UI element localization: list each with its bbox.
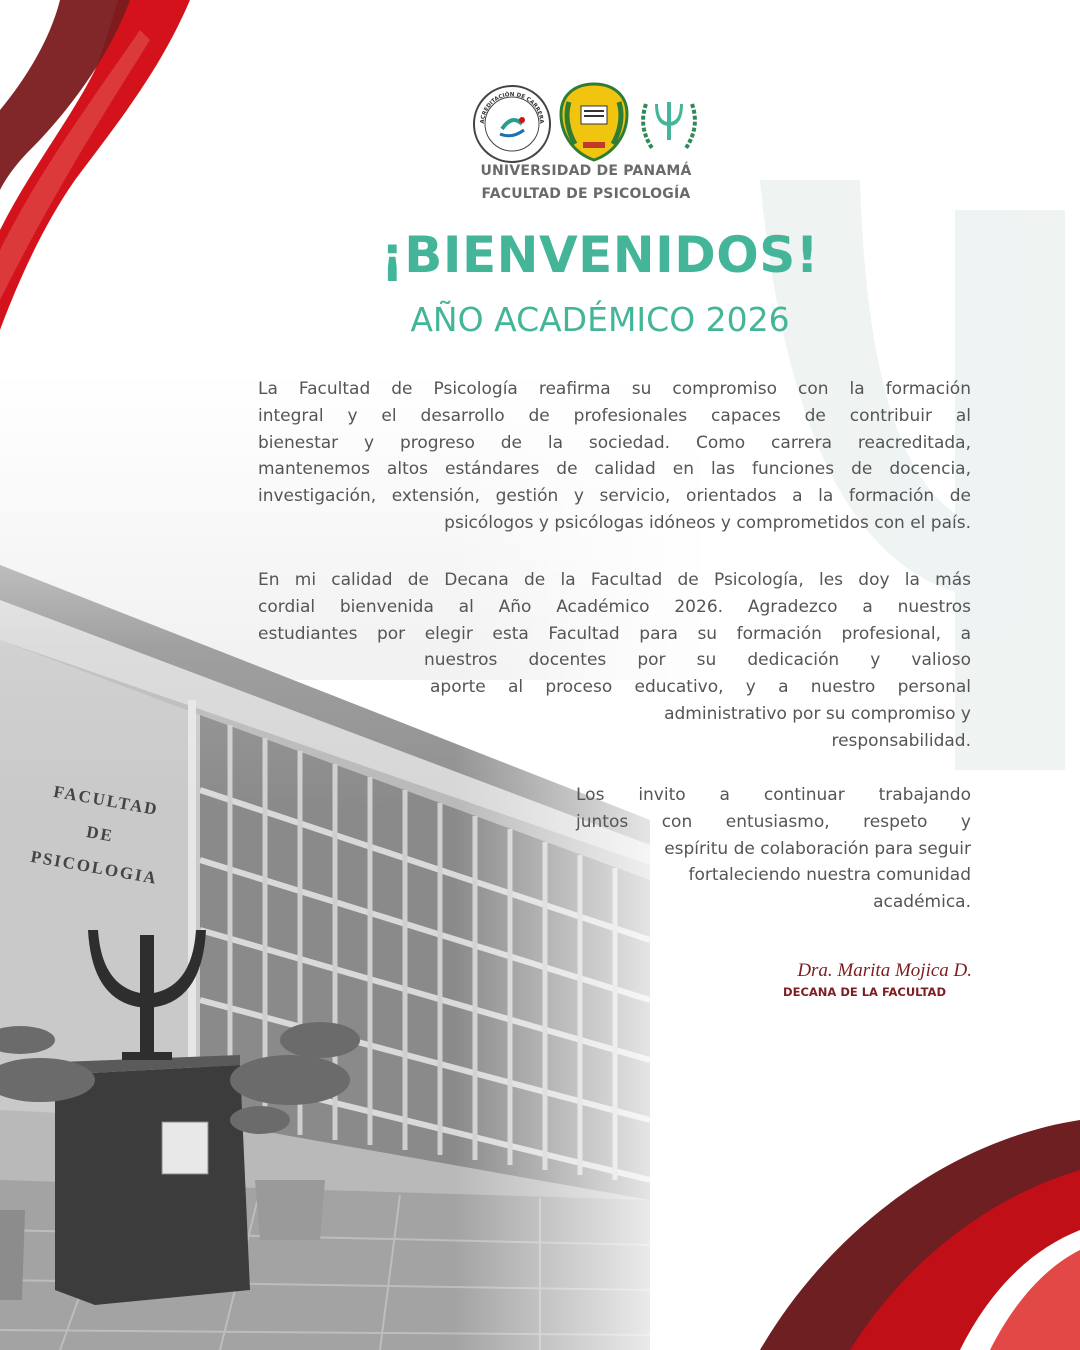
paragraph-2: [258, 567, 971, 755]
paragraph-line: administrativo por su compromiso y: [664, 703, 971, 724]
paragraph-line: cordial bienvenida al Año Académico 2026. Agradezco a nuestros: [258, 596, 971, 617]
paragraph-3: [576, 782, 971, 916]
signature-name: Dra. Marita Mojica D.: [797, 960, 972, 981]
paragraph-line: aporte al proceso educativo, y a nuestro personal: [430, 677, 971, 698]
paragraph-line: fortaleciendo nuestra comunidad: [688, 865, 971, 886]
top-left-ribbon: [0, 0, 190, 360]
university-crest-icon: [557, 82, 631, 162]
signature-role: DECANA DE LA FACULTAD: [783, 985, 946, 999]
photo-sign-line: PSICOLOGIA: [29, 846, 160, 888]
photo-sign-line: DE: [84, 822, 116, 846]
accreditation-seal-icon: [472, 84, 552, 164]
psychology-logo-icon: [636, 82, 702, 164]
paragraph-line: investigación, extensión, gestión y servicio, orientados a la formación de: [258, 486, 971, 507]
paragraph-line: psicólogos y psicólogas idóneos y comprometidos con el país.: [444, 512, 971, 533]
paragraph-line: Los invito a continuar trabajando: [576, 785, 971, 805]
bottom-right-ribbon: [720, 1110, 1080, 1350]
paragraph-line: mantenemos altos estándares de calidad en las funciones de docencia,: [258, 459, 971, 480]
paragraph-line: responsabilidad.: [831, 730, 971, 751]
paragraph-line: juntos con entusiasmo, respeto y: [576, 811, 971, 832]
paragraph-line: estudiantes por elegir esta Facultad para su formación profesional, a: [258, 623, 971, 644]
university-name: UNIVERSIDAD DE PANAMÁ: [480, 163, 692, 179]
paragraph-line: académica.: [873, 892, 971, 913]
paragraph-line: nuestros docentes por su dedicación y valioso: [424, 650, 971, 671]
paragraph-line: En mi calidad de Decana de la Facultad de Psicología, les doy la más: [258, 570, 971, 590]
seal-text: ACREDITACIÓN DE CARRERA: [479, 91, 545, 124]
faculty-name: FACULTAD DE PSICOLOGÍA: [481, 186, 691, 202]
photo-sign-line: FACULTAD: [52, 781, 161, 819]
page-title: ¡BIENVENIDOS!: [380, 226, 820, 284]
page-subtitle: AÑO ACADÉMICO 2026: [410, 300, 790, 339]
paragraph-line: La Facultad de Psicología reafirma su compromiso con la formación: [258, 379, 971, 399]
paragraph-1: [258, 376, 971, 537]
paragraph-line: integral y el desarrollo de profesionales capaces de contribuir al: [258, 405, 971, 426]
paragraph-line: bienestar y progreso de la sociedad. Como carrera reacreditada,: [258, 432, 971, 453]
paragraph-line: espíritu de colaboración para seguir: [664, 838, 971, 859]
